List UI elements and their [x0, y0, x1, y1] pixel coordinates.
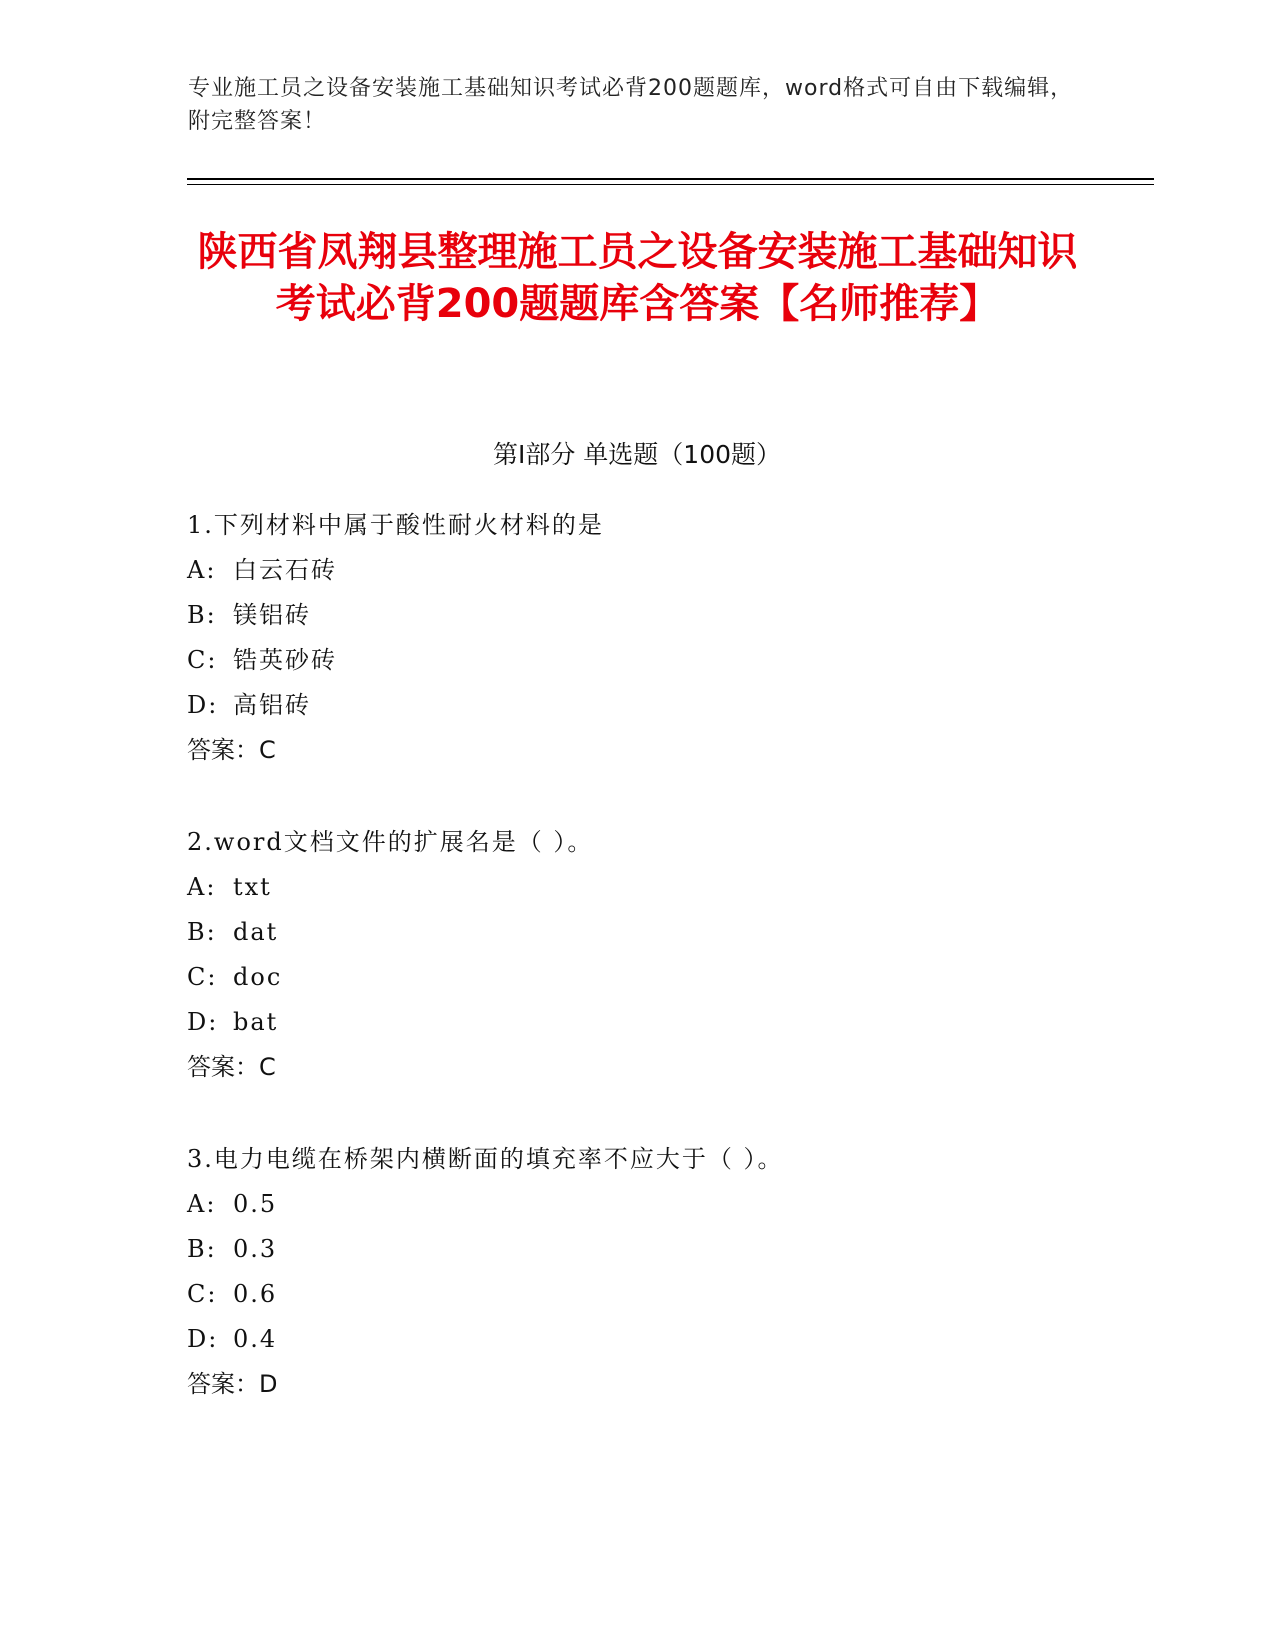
- question-1: [187, 503, 1087, 773]
- option-d: [187, 683, 1087, 728]
- option-text: 0.4: [233, 1325, 278, 1353]
- option-d: [187, 1317, 1087, 1362]
- option-c: [187, 955, 1087, 1000]
- option-text: txt: [233, 873, 272, 901]
- option-text: 0.5: [233, 1190, 278, 1218]
- option-b: [187, 910, 1087, 955]
- question-3: [187, 1137, 1087, 1407]
- answer-line: 答案：C: [187, 1053, 276, 1081]
- answer-line: 答案：C: [187, 736, 276, 764]
- header-divider-thick: [187, 178, 1154, 180]
- question-stem: 2.word文档文件的扩展名是（ ）。: [187, 828, 594, 856]
- option-a: [187, 865, 1087, 910]
- option-text: 白云石砖: [233, 556, 337, 584]
- question-stem: 3.电力电缆在桥架内横断面的填充率不应大于（ ）。: [187, 1145, 784, 1173]
- option-letter: B:: [187, 1235, 217, 1263]
- option-a: [187, 548, 1087, 593]
- option-letter: A:: [187, 556, 217, 584]
- option-a: [187, 1182, 1087, 1227]
- option-text: doc: [233, 963, 283, 991]
- option-text: bat: [233, 1008, 279, 1036]
- document-title: 陕西省凤翔县整理施工员之设备安装施工基础知识考试必背200题题库含答案【名师推荐】: [197, 229, 1078, 327]
- option-letter: C:: [187, 963, 218, 991]
- option-c: [187, 1272, 1087, 1317]
- question-2: [187, 820, 1087, 1090]
- option-letter: D:: [187, 691, 219, 719]
- header-divider-thin: [187, 184, 1154, 185]
- section-title: 第Ⅰ部分 单选题（100题）: [492, 440, 782, 469]
- option-letter: D:: [187, 1325, 219, 1353]
- option-text: dat: [233, 918, 279, 946]
- option-text: 0.3: [233, 1235, 278, 1263]
- option-letter: D:: [187, 1008, 219, 1036]
- option-text: 镁铝砖: [233, 601, 311, 629]
- answer-line: 答案：D: [187, 1370, 278, 1398]
- option-c: [187, 638, 1087, 683]
- header-note: 专业施工员之设备安装施工基础知识考试必背200题题库，word格式可自由下载编辑，附完整答案！: [188, 76, 1074, 134]
- option-b: [187, 1227, 1087, 1272]
- option-b: [187, 593, 1087, 638]
- option-letter: A:: [187, 873, 217, 901]
- option-text: 0.6: [233, 1280, 278, 1308]
- option-letter: C:: [187, 1280, 218, 1308]
- option-text: 锆英砂砖: [233, 646, 337, 674]
- option-letter: B:: [187, 601, 217, 629]
- option-letter: B:: [187, 918, 217, 946]
- option-text: 高铝砖: [233, 691, 311, 719]
- option-letter: A:: [187, 1190, 217, 1218]
- option-letter: C:: [187, 646, 218, 674]
- option-d: [187, 1000, 1087, 1045]
- question-stem: 1.下列材料中属于酸性耐火材料的是: [187, 511, 604, 539]
